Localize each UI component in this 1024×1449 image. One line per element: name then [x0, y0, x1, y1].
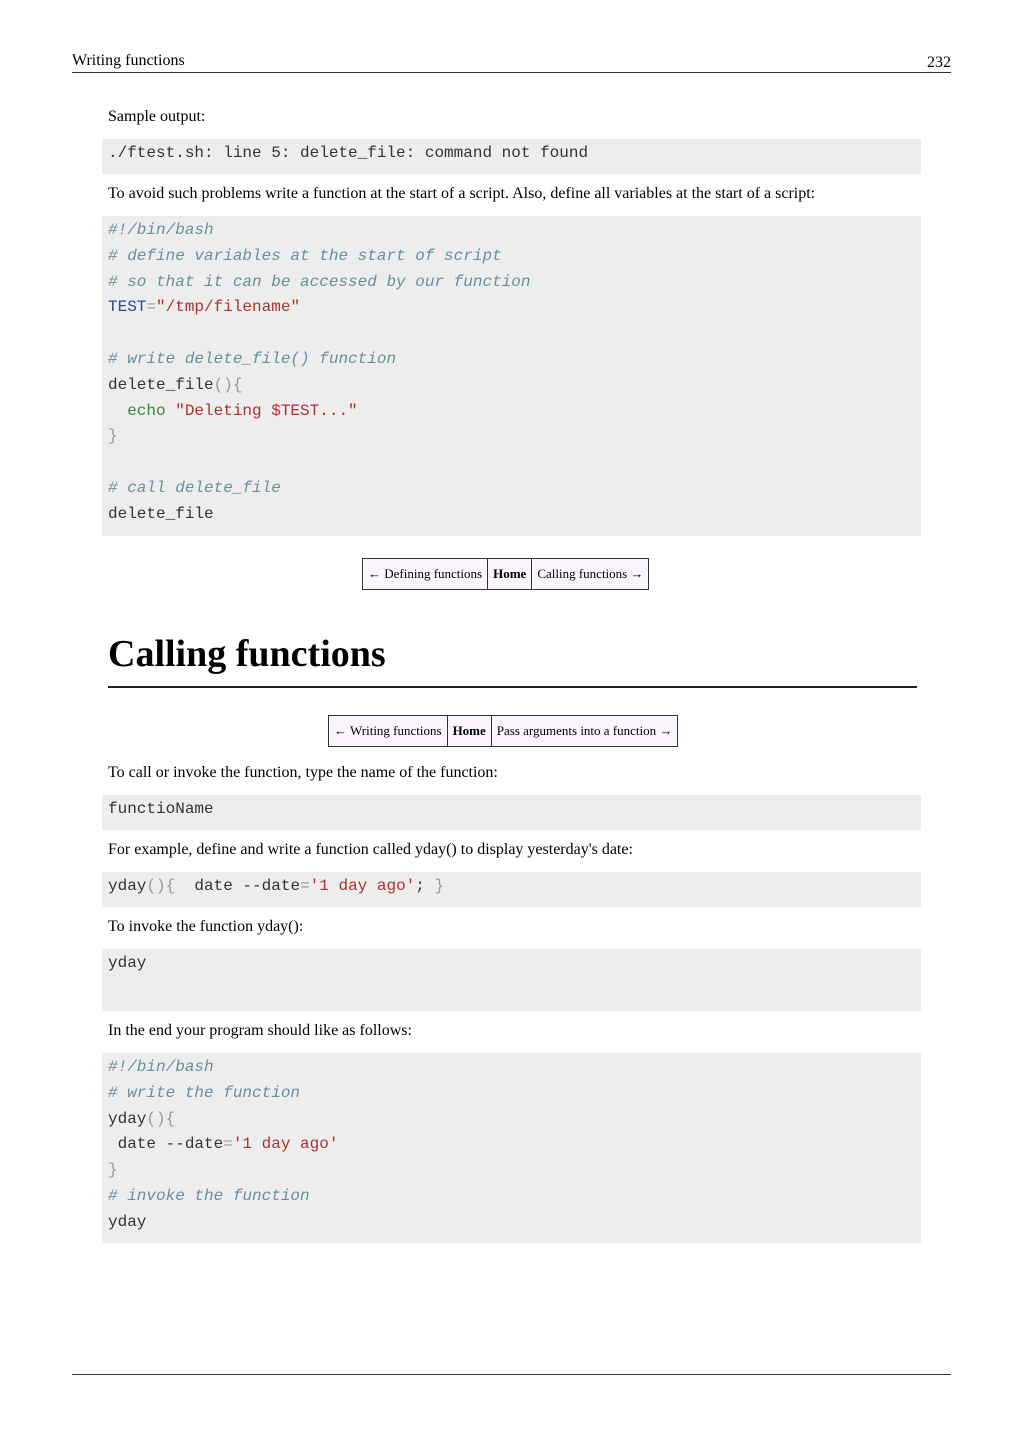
yday-definition-block: [102, 872, 921, 907]
code-operator: =: [146, 298, 157, 317]
sample-output-line: ./ftest.sh: line 5: delete_file: command not found: [108, 144, 589, 162]
code-punctuation: (){: [146, 1109, 176, 1128]
code-command: date --date: [108, 1135, 224, 1154]
function-name-block: [102, 795, 921, 830]
code-function-name: yday: [108, 877, 147, 895]
nav-table-calling: [328, 715, 678, 747]
nav-home-link[interactable]: Home: [488, 559, 532, 590]
code-punctuation: }: [108, 427, 118, 446]
running-header: [72, 50, 951, 73]
nav-prev-link[interactable]: ← Defining functions: [363, 559, 488, 590]
section-heading: Calling functions: [108, 628, 917, 688]
code-punctuation: (){: [146, 877, 176, 895]
code-punctuation: (){: [213, 375, 243, 394]
code-comment: # invoke the function: [108, 1186, 310, 1205]
code-punctuation: }: [424, 877, 445, 895]
intro-paragraph: To call or invoke the function, type the name of the function:: [108, 764, 498, 781]
code-line: yday: [108, 954, 147, 972]
code-function-name: yday: [108, 1109, 147, 1128]
code-semicolon: ;: [415, 877, 425, 895]
code-command: date --date: [175, 877, 301, 895]
final-program-block: [102, 1053, 921, 1243]
code-indent: [108, 402, 127, 420]
code-builtin: echo: [127, 401, 166, 420]
final-paragraph: In the end your program should like as follows:: [108, 1022, 412, 1039]
code-call: yday: [108, 1212, 147, 1231]
invoke-block: [102, 949, 921, 1011]
nav-home-link[interactable]: Home: [447, 716, 491, 747]
code-function-name: delete_file: [108, 375, 214, 394]
code-operator: =: [300, 877, 310, 895]
nav-prev-link[interactable]: ← Writing functions: [329, 716, 448, 747]
code-string: '1 day ago': [309, 877, 416, 895]
delete-file-script-block: [102, 216, 921, 536]
code-comment: # write delete_file() function: [108, 349, 397, 368]
code-line: functioName: [108, 800, 214, 818]
sample-output-block: [102, 139, 921, 174]
invoke-paragraph: To invoke the function yday():: [108, 918, 304, 935]
nav-next-link[interactable]: Calling functions →: [532, 559, 649, 590]
code-comment: # call delete_file: [108, 478, 281, 497]
code-string: "Deleting $TEST...": [165, 401, 358, 420]
code-comment: # write the function: [108, 1083, 301, 1102]
nav-next-link[interactable]: Pass arguments into a function →: [491, 716, 678, 747]
advice-paragraph: To avoid such problems write a function at the start of a script. Also, define all variables at the start of a script:: [108, 185, 816, 202]
header-title: Writing functions: [72, 52, 185, 69]
code-operator: =: [223, 1135, 233, 1154]
footer-rule: [72, 1374, 951, 1375]
page-number: 232: [927, 54, 951, 71]
code-string: "/tmp/filename": [156, 298, 301, 317]
code-variable: TEST: [108, 298, 147, 317]
code-comment: # define variables at the start of script: [108, 246, 502, 265]
code-string: '1 day ago': [232, 1135, 339, 1154]
sample-output-label: Sample output:: [108, 108, 206, 125]
code-comment: # so that it can be accessed by our function: [108, 272, 531, 291]
code-punctuation: }: [108, 1161, 118, 1180]
nav-table-writing: [362, 558, 649, 590]
code-comment: #!/bin/bash: [108, 221, 214, 239]
example-paragraph: For example, define and write a function called yday() to display yesterday's date:: [108, 841, 633, 858]
code-call: delete_file: [108, 504, 214, 523]
code-comment: #!/bin/bash: [108, 1058, 214, 1076]
